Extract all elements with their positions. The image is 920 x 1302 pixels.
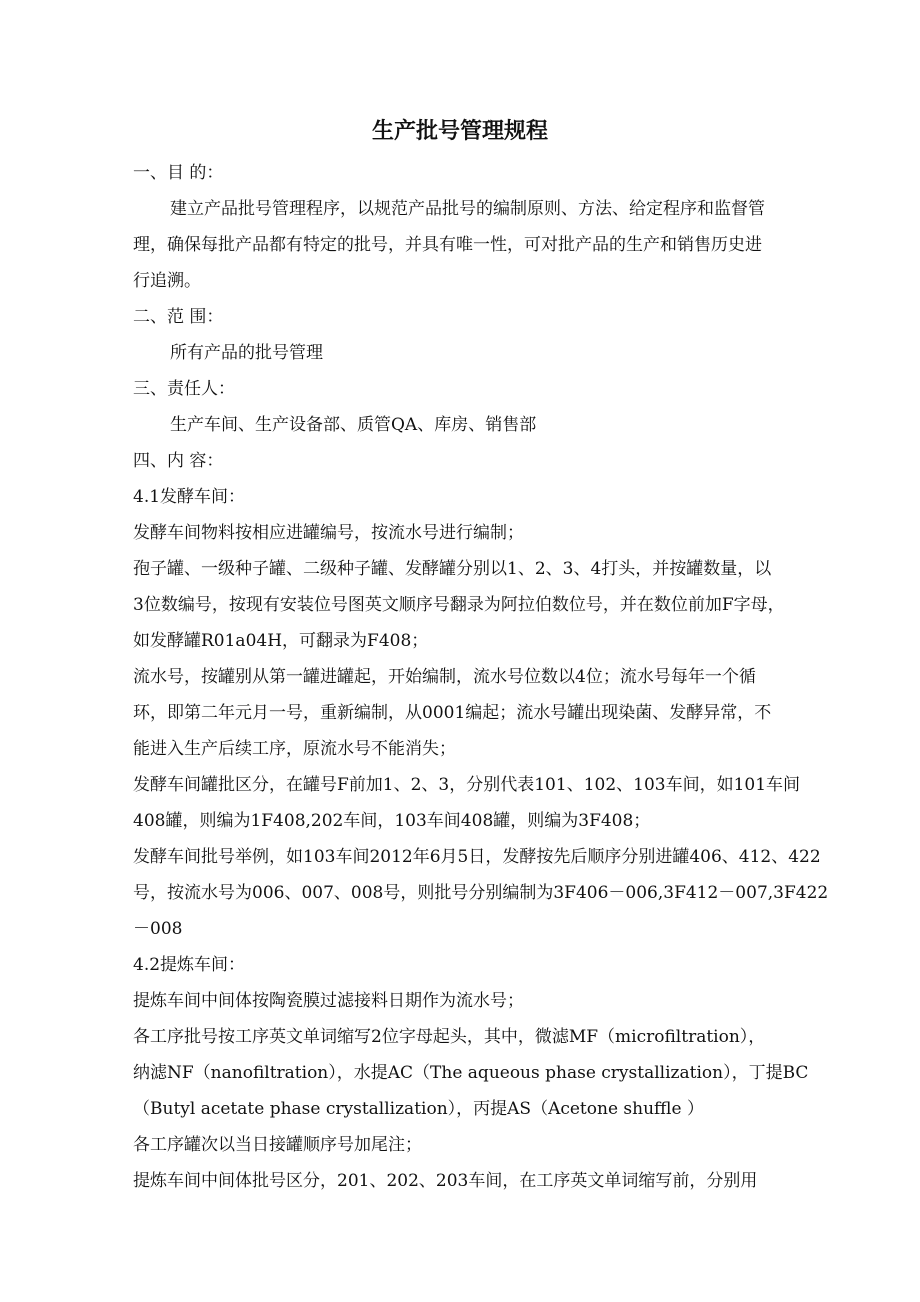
- paragraph-line: 三、责任人：: [133, 379, 235, 399]
- paragraph-line: （Butyl acetate phase crystallization），丙提AS（Acetone shuffle ）: [133, 1099, 705, 1119]
- paragraph-line: 各工序罐次以当日接罐顺序号加尾注；: [133, 1135, 422, 1155]
- paragraph-line: 各工序批号按工序英文单词缩写2位字母起头，其中，微滤MF（microfiltration），: [133, 1027, 766, 1047]
- paragraph-line: 环，即第二年元月一号，重新编制，从0001编起；流水号罐出现染菌、发酵异常，不: [133, 703, 772, 723]
- paragraph-line: 408罐，则编为1F408,202车间，103车间408罐，则编为3F408；: [133, 811, 651, 831]
- paragraph-line: 流水号，按罐别从第一罐进罐起，开始编制，流水号位数以4位；流水号每年一个循: [133, 667, 756, 687]
- paragraph-line: 四、内 容：: [133, 451, 224, 471]
- paragraph-line: 孢子罐、一级种子罐、二级种子罐、发酵罐分别以1、2、3、4打头，并按罐数量，以: [133, 559, 772, 579]
- paragraph-line: 纳滤NF（nanofiltration），水提AC（The aqueous phase crystallization），丁提BC: [133, 1063, 809, 1083]
- paragraph-line: 生产车间、生产设备部、质管QA、库房、销售部: [170, 415, 537, 435]
- paragraph-line: －008: [133, 919, 183, 939]
- paragraph-line: 4.1发酵车间：: [133, 487, 246, 507]
- paragraph-line: 3位数编号，按现有安装位号图英文顺序号翻录为阿拉伯数位号，并在数位前加F字母，: [133, 595, 785, 615]
- paragraph-line: 二、范 围：: [133, 307, 224, 327]
- paragraph-line: 提炼车间中间体批号区分，201、202、203车间，在工序英文单词缩写前，分别用: [133, 1171, 758, 1191]
- paragraph-line: 发酵车间物料按相应进罐编号，按流水号进行编制；: [133, 523, 524, 543]
- document-title: 生产批号管理规程: [371, 119, 548, 144]
- paragraph-line: 能进入生产后续工序，原流水号不能消失；: [133, 739, 456, 759]
- paragraph-line: 号，按流水号为006、007、008号，则批号分别编制为3F406－006,3F412－007,3F422: [133, 883, 829, 903]
- paragraph-line: 所有产品的批号管理: [170, 343, 323, 363]
- paragraph-line: 理，确保每批产品都有特定的批号，并具有唯一性，可对批产品的生产和销售历史进: [133, 235, 762, 255]
- paragraph-line: 行追溯。: [133, 271, 201, 291]
- paragraph-line: 建立产品批号管理程序，以规范产品批号的编制原则、方法、给定程序和监督管: [170, 199, 765, 219]
- paragraph-line: 一、目 的：: [133, 163, 224, 183]
- paragraph-line: 发酵车间罐批区分，在罐号F前加1、2、3，分别代表101、102、103车间，如101车间: [133, 775, 801, 795]
- paragraph-line: 4.2提炼车间：: [133, 955, 246, 975]
- paragraph-line: 如发酵罐R01a04H，可翻录为F408；: [133, 631, 429, 651]
- paragraph-line: 提炼车间中间体按陶瓷膜过滤接料日期作为流水号；: [133, 991, 524, 1011]
- paragraph-line: 发酵车间批号举例，如103车间2012年6月5日，发酵按先后顺序分别进罐406、412、422: [133, 847, 821, 867]
